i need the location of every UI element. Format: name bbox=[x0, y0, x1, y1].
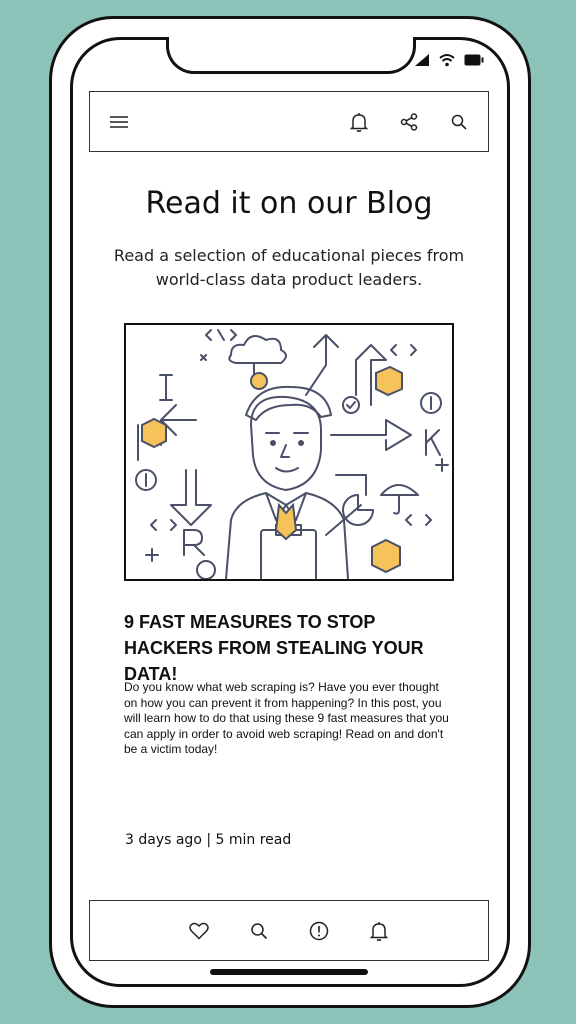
hacker-illustration bbox=[126, 325, 452, 579]
post-meta: 3 days ago | 5 min read bbox=[125, 832, 292, 848]
share-icon[interactable] bbox=[398, 111, 420, 133]
bell-icon[interactable] bbox=[368, 920, 390, 942]
top-bar bbox=[89, 91, 489, 152]
heart-icon[interactable] bbox=[188, 920, 210, 942]
search-icon[interactable] bbox=[248, 920, 270, 942]
wifi-icon bbox=[438, 53, 456, 67]
post-headline[interactable]: 9 FAST MEASURES TO STOP HACKERS FROM STEALING YOUR DATA! bbox=[124, 612, 424, 684]
blog-hero-illustration[interactable] bbox=[124, 323, 454, 581]
notch bbox=[166, 37, 416, 74]
menu-icon[interactable] bbox=[108, 111, 130, 133]
page-subtitle: Read a selection of educational pieces from world-class data product leaders. bbox=[113, 246, 465, 289]
status-bar bbox=[414, 53, 484, 67]
battery-icon bbox=[464, 54, 484, 66]
search-icon[interactable] bbox=[448, 111, 470, 133]
post-excerpt: Do you know what web scraping is? Have you ever thought on how you can prevent it from happening? In this post, you will learn how to do that using these 9 fast measures that you can apply in order to avoid web scraping! Read on and don't be a victim today! bbox=[124, 680, 449, 756]
signal-icon bbox=[414, 53, 430, 67]
page-title: Read it on our Blog bbox=[145, 186, 433, 221]
home-indicator[interactable] bbox=[210, 969, 368, 975]
bottom-nav bbox=[89, 900, 489, 961]
bell-icon[interactable] bbox=[348, 111, 370, 133]
info-icon[interactable] bbox=[308, 920, 330, 942]
